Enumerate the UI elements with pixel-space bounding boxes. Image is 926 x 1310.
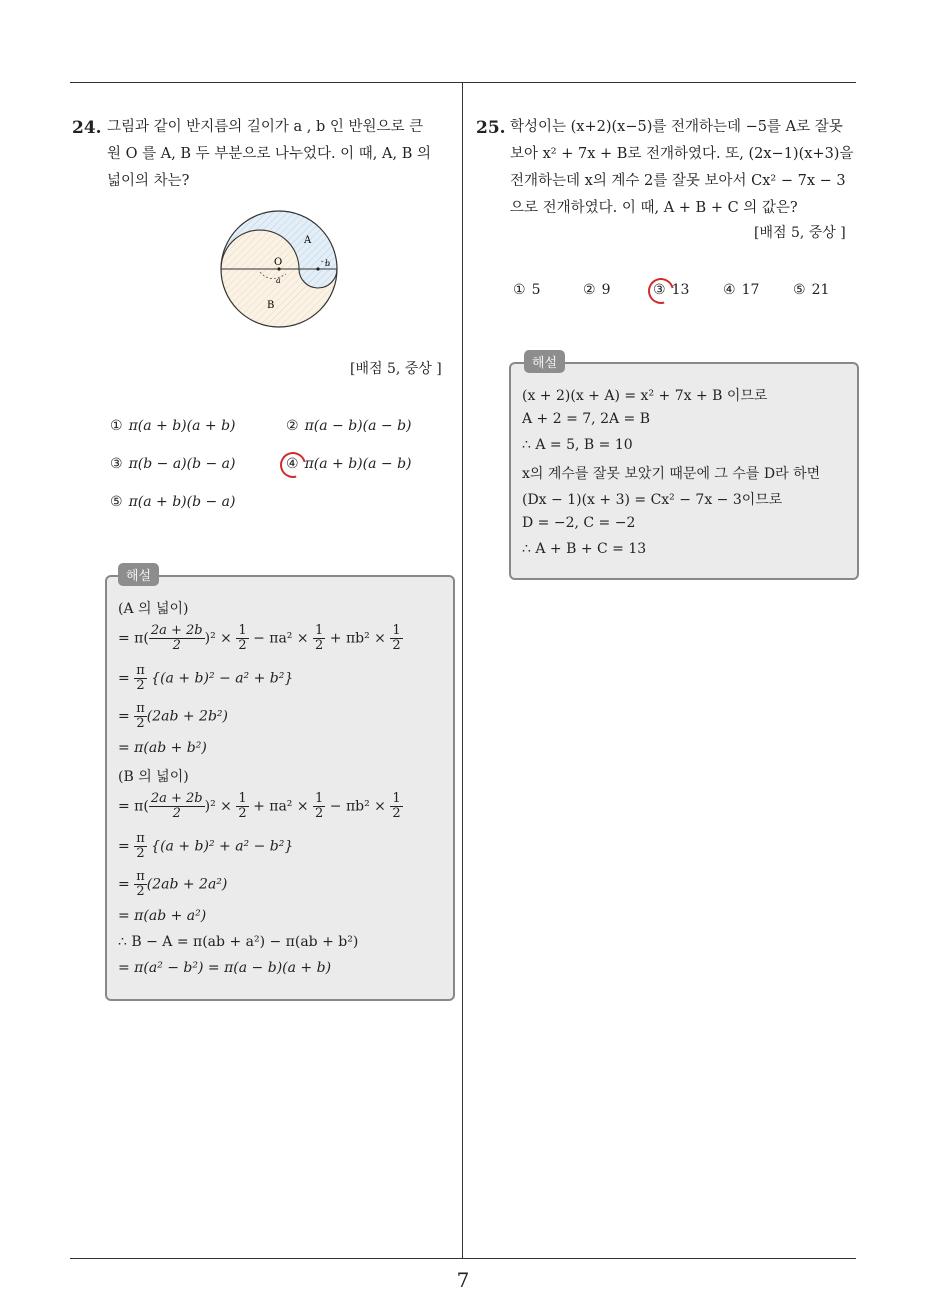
numerator: 1 xyxy=(238,791,247,806)
q24-choice-2[interactable] xyxy=(286,418,412,434)
text-seg: )² × xyxy=(204,630,237,647)
choice-text: 9 xyxy=(601,282,611,298)
q25-solution-tag: 해설 xyxy=(524,350,565,373)
numerator: 1 xyxy=(315,623,324,638)
text-seg: − πb² × xyxy=(325,798,391,815)
choice-number: ② xyxy=(286,418,299,434)
text-seg: {(a + b)² + a² − b²} xyxy=(146,838,294,855)
choice-text: π(b − a)(b − a) xyxy=(128,456,236,472)
q25-line-3: 전개하는데 x의 계수 2를 잘못 보아서 Cx² − 7x − 3 xyxy=(510,173,846,189)
q25-text xyxy=(510,114,853,222)
q25-sol-7: ∴ A + B + C = 13 xyxy=(522,541,647,557)
fraction xyxy=(134,832,147,861)
numerator: π xyxy=(136,869,145,884)
denominator: 2 xyxy=(238,638,247,653)
q24-sol-6: (B 의 넓이) xyxy=(118,769,189,785)
numerator: 2a + 2b xyxy=(150,623,203,638)
q24-sol-4 xyxy=(118,702,228,731)
choice-text: π(a + b)(a + b) xyxy=(128,418,236,434)
denominator: 2 xyxy=(136,678,145,693)
choice-number: ① xyxy=(513,282,526,298)
answer-mark-circle xyxy=(275,447,311,483)
denominator: 2 xyxy=(136,846,145,861)
denominator: 2 xyxy=(392,806,401,821)
denominator: 2 xyxy=(172,638,181,653)
choice-number: ① xyxy=(110,418,123,434)
q25-choice-5[interactable] xyxy=(793,282,829,298)
q24-sol-3 xyxy=(118,664,293,693)
choice-number: ② xyxy=(583,282,596,298)
choice-text: π(a − b)(a − b) xyxy=(304,418,412,434)
denominator: 2 xyxy=(392,638,401,653)
page-number: 7 xyxy=(456,1268,470,1292)
denominator: 2 xyxy=(315,638,324,653)
fraction xyxy=(149,624,205,653)
numerator: 1 xyxy=(392,623,401,638)
q25-line-1: 학성이는 (x+2)(x−5)를 전개하는데 −5를 A로 잘못 xyxy=(510,119,843,135)
fraction xyxy=(236,792,248,821)
q24-line-1: 그림과 같이 반지름의 길이가 a , b 인 반원으로 큰 xyxy=(107,119,424,135)
figure-label-b: b xyxy=(325,259,331,268)
numerator: 2a + 2b xyxy=(150,791,203,806)
q24-solution-tag: 해설 xyxy=(118,563,159,586)
q25-choice-2[interactable] xyxy=(583,282,610,298)
fraction xyxy=(313,792,325,821)
q24-sol-10: = π(ab + a²) xyxy=(118,908,207,924)
figure-label-a-region: A xyxy=(304,235,312,246)
choice-number: ③ xyxy=(653,282,666,298)
q25-sol-6: D = −2, C = −2 xyxy=(522,515,636,531)
choice-text: π(a + b)(a − b) xyxy=(304,456,412,472)
fraction xyxy=(313,624,325,653)
q24-sol-1: (A 의 넓이) xyxy=(118,601,189,617)
text-seg: = xyxy=(118,876,135,893)
numerator: π xyxy=(136,701,145,716)
text-seg: = xyxy=(118,838,135,855)
numerator: 1 xyxy=(315,791,324,806)
figure-label-b-region: B xyxy=(267,300,275,311)
numerator: π xyxy=(136,663,145,678)
q25-line-2: 보아 x² + 7x + B로 전개하였다. 또, (2x−1)(x+3)을 xyxy=(510,146,854,162)
text-seg: = π( xyxy=(118,798,149,815)
choice-text: 17 xyxy=(741,282,760,298)
text-seg: = xyxy=(118,708,135,725)
q25-sol-1: (x + 2)(x + A) = x² + 7x + B 이므로 xyxy=(522,388,768,404)
q25-choice-1[interactable] xyxy=(513,282,540,298)
q24-choice-3[interactable] xyxy=(110,456,236,472)
q24-text xyxy=(107,114,431,195)
numerator: 1 xyxy=(392,791,401,806)
fraction xyxy=(134,870,147,899)
q25-sol-3: ∴ A = 5, B = 10 xyxy=(522,437,633,453)
denominator: 2 xyxy=(136,884,145,899)
text-seg: − πa² × xyxy=(248,630,314,647)
answer-mark-circle xyxy=(643,273,679,309)
choice-number: ④ xyxy=(723,282,736,298)
denominator: 2 xyxy=(238,806,247,821)
text-seg: (2ab + 2a²) xyxy=(146,876,228,893)
q24-sol-7 xyxy=(118,792,403,821)
bottom-rule xyxy=(70,1258,856,1259)
text-seg: {(a + b)² − a² + b²} xyxy=(146,670,294,687)
choice-number: ⑤ xyxy=(110,494,123,510)
fraction xyxy=(236,624,248,653)
choice-number: ⑤ xyxy=(793,282,806,298)
q25-sol-2: A + 2 = 7, 2A = B xyxy=(522,411,651,427)
q25-line-4: 으로 전개하였다. 이 때, A + B + C 의 값은? xyxy=(510,200,798,216)
q24-sol-11: ∴ B − A = π(ab + a²) − π(ab + b²) xyxy=(118,934,359,950)
denominator: 2 xyxy=(172,806,181,821)
q24-number: 24. xyxy=(72,118,102,138)
q25-sol-4: x의 계수를 잘못 보았기 때문에 그 수를 D라 하면 xyxy=(522,466,821,482)
choice-text: 13 xyxy=(671,282,690,298)
text-seg: )² × xyxy=(204,798,237,815)
q24-choice-1[interactable] xyxy=(110,418,236,434)
q24-line-2: 원 O 를 A, B 두 부분으로 나누었다. 이 때, A, B 의 xyxy=(107,146,431,162)
denominator: 2 xyxy=(136,716,145,731)
text-seg: (2ab + 2b²) xyxy=(146,708,228,725)
q25-sol-5: (Dx − 1)(x + 3) = Cx² − 7x − 3이므로 xyxy=(522,492,783,508)
fraction xyxy=(149,792,205,821)
choice-text: 21 xyxy=(811,282,830,298)
q24-sol-9 xyxy=(118,870,227,899)
choice-number: ③ xyxy=(110,456,123,472)
figure-label-o: O xyxy=(274,257,283,268)
numerator: π xyxy=(136,831,145,846)
q24-sol-2 xyxy=(118,624,403,653)
text-seg: = xyxy=(118,670,135,687)
q24-score: [배점 5, 중상 ] xyxy=(350,361,442,377)
q24-sol-12: = π(a² − b²) = π(a − b)(a + b) xyxy=(118,960,332,976)
choice-number: ④ xyxy=(286,456,299,472)
fraction xyxy=(390,624,402,653)
q24-sol-5: = π(ab + b²) xyxy=(118,740,207,756)
top-rule xyxy=(70,82,856,83)
fraction xyxy=(390,792,402,821)
q24-sol-8 xyxy=(118,832,293,861)
choice-text: π(a + b)(b − a) xyxy=(128,494,236,510)
q24-figure xyxy=(216,206,346,336)
q25-choice-4[interactable] xyxy=(723,282,759,298)
q25-score: [배점 5, 중상 ] xyxy=(754,225,846,241)
figure-label-a: a xyxy=(276,276,281,285)
choice-text: 5 xyxy=(531,282,541,298)
q24-choice-5[interactable] xyxy=(110,494,236,510)
text-seg: + πb² × xyxy=(325,630,391,647)
text-seg: + πa² × xyxy=(248,798,314,815)
q24-line-3: 넓이의 차는? xyxy=(107,173,190,189)
numerator: 1 xyxy=(238,623,247,638)
denominator: 2 xyxy=(315,806,324,821)
text-seg: = π( xyxy=(118,630,149,647)
column-divider xyxy=(462,83,463,1259)
fraction xyxy=(134,664,147,693)
q25-number: 25. xyxy=(476,118,506,138)
fraction xyxy=(134,702,147,731)
